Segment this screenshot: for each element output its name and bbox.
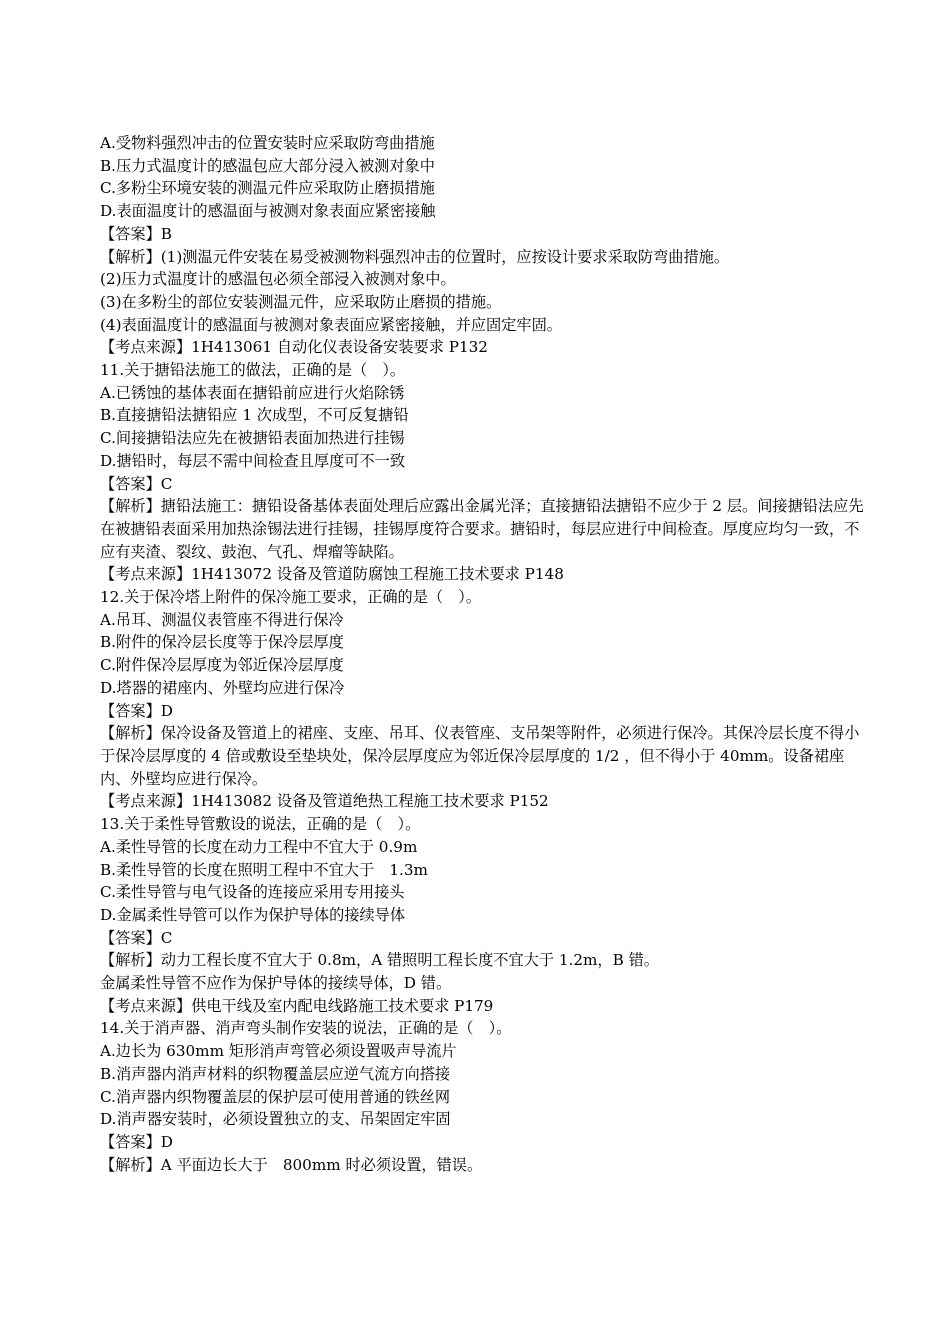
- option-d: D.表面温度计的感温面与被测对象表面应紧密接触: [100, 202, 436, 221]
- option-d: D.搪铅时，每层不需中间检查且厚度可不一致: [100, 451, 406, 470]
- question-13: 13.关于柔性导管敷设的说法，正确的是（ ）。: [100, 815, 421, 834]
- answer: 【答案】D: [100, 701, 173, 720]
- answer: 【答案】B: [100, 224, 172, 243]
- answer: 【答案】C: [100, 474, 173, 493]
- option-a: A.柔性导管的长度在动力工程中不宜大于 0.9m: [100, 837, 418, 856]
- explanation-line: 金属柔性导管不应作为保护导体的接续导体，D 错。: [100, 974, 452, 993]
- explanation-line: (3)在多粉尘的部位安装测温元件，应采取防止磨损的措施。: [100, 292, 502, 311]
- explanation-line: (4)表面温度计的感温面与被测对象表面应紧密接触，并应固定牢固。: [100, 315, 562, 334]
- source-reference: 【考点来源】1H413072 设备及管道防腐蚀工程施工技术要求 P148: [100, 565, 564, 584]
- option-d: D.金属柔性导管可以作为保护导体的接续导体: [100, 905, 406, 924]
- option-b: B.压力式温度计的感温包应大部分浸入被测对象中: [100, 156, 435, 175]
- option-a: A.已锈蚀的基体表面在搪铅前应进行火焰除锈: [100, 383, 405, 402]
- option-a: A.边长为 630mm 矩形消声弯管必须设置吸声导流片: [100, 1042, 457, 1061]
- explanation: 【解析】搪铅法施工：搪铅设备基体表面处理后应露出金属光泽；直接搪铅法搪铅不应少于 2 层。间接搪铅法应先在被搪铅表面采用加热涂锡法进行挂锡，挂锡厚度符合要求。搪铅时，每层应进行中间检查。厚度应均匀一致，不应有夹渣、裂纹、鼓泡、气孔、焊瘤等缺陷。: [100, 497, 864, 561]
- option-c: C.间接搪铅法应先在被搪铅表面加热进行挂锡: [100, 429, 405, 448]
- option-c: C.附件保冷层厚度为邻近保冷层厚度: [100, 656, 344, 675]
- explanation: 【解析】(1)测温元件安装在易受被测物料强烈冲击的位置时，应按设计要求采取防弯曲措施。: [100, 247, 730, 266]
- source-reference: 【考点来源】1H413061 自动化仪表设备安装要求 P132: [100, 338, 488, 357]
- explanation: 【解析】A 平面边长大于 800mm 时必须设置，错误。: [100, 1155, 483, 1174]
- answer: 【答案】D: [100, 1132, 173, 1151]
- question-12: 12.关于保冷塔上附件的保冷施工要求，正确的是（ ）。: [100, 588, 482, 607]
- option-d: D.塔器的裙座内、外壁均应进行保冷: [100, 678, 345, 697]
- option-b: B.直接搪铅法搪铅应 1 次成型，不可反复搪铅: [100, 406, 409, 425]
- explanation-line: (2)压力式温度计的感温包必须全部浸入被测对象中。: [100, 270, 456, 289]
- option-b: B.柔性导管的长度在照明工程中不宜大于 1.3m: [100, 860, 428, 879]
- source-reference: 【考点来源】供电干线及室内配电线路施工技术要求 P179: [100, 996, 494, 1015]
- answer: 【答案】C: [100, 928, 173, 947]
- document-body: [100, 132, 870, 1176]
- explanation: 【解析】动力工程长度不宜大于 0.8m，A 错照明工程长度不宜大于 1.2m，B 错。: [100, 951, 659, 970]
- option-b: B.消声器内消声材料的织物覆盖层应逆气流方向搭接: [100, 1064, 451, 1083]
- option-c: C.消声器内织物覆盖层的保护层可使用普通的铁丝网: [100, 1087, 451, 1106]
- option-b: B.附件的保冷层长度等于保冷层厚度: [100, 633, 344, 652]
- option-a: A.吊耳、测温仪表管座不得进行保冷: [100, 610, 344, 629]
- option-a: A.受物料强烈冲击的位置安装时应采取防弯曲措施: [100, 134, 435, 152]
- question-11: 11.关于搪铅法施工的做法，正确的是（ ）。: [100, 361, 406, 380]
- explanation: 【解析】保冷设备及管道上的裙座、支座、吊耳、仪表管座、支吊架等附件，必须进行保冷。其保冷层长度不得小于保冷层厚度的 4 倍或敷设至垫块处，保冷层厚度应为邻近保冷层厚度的 1/2 ，但不得小于 40mm。设备裙座内、外壁均应进行保冷。: [100, 724, 860, 788]
- option-c: C.柔性导管与电气设备的连接应采用专用接头: [100, 883, 405, 902]
- question-14: 14.关于消声器、消声弯头制作安装的说法，正确的是（ ）。: [100, 1019, 512, 1038]
- source-reference: 【考点来源】1H413082 设备及管道绝热工程施工技术要求 P152: [100, 792, 549, 811]
- option-d: D.消声器安装时，必须设置独立的支、吊架固定牢固: [100, 1110, 451, 1129]
- option-c: C.多粉尘环境安装的测温元件应采取防止磨损措施: [100, 179, 435, 198]
